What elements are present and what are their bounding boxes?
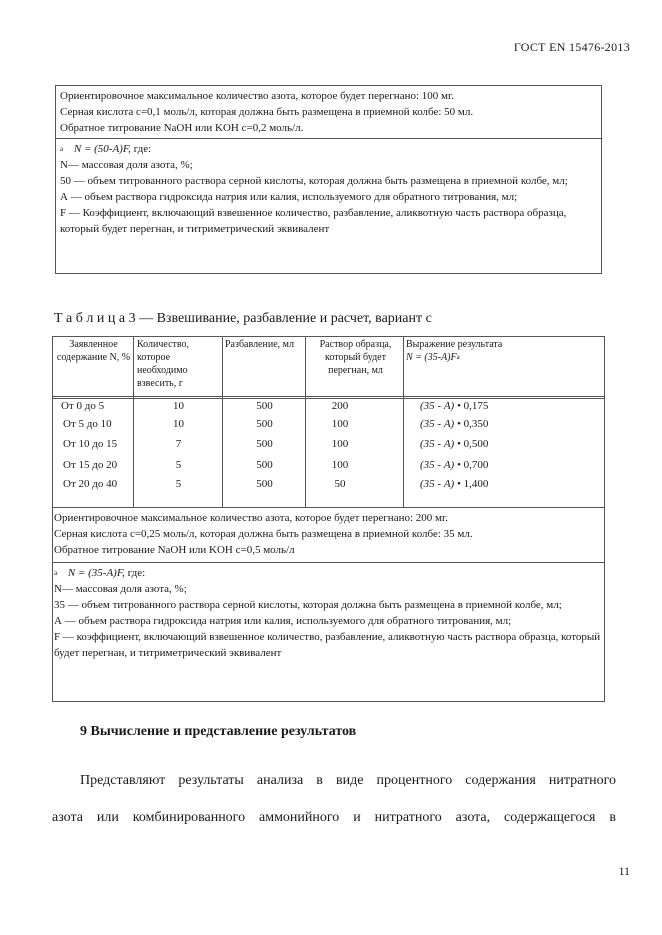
result-expression: (35 - А) • [420,459,461,471]
note-line: Серная кислота c=0,25 моль/л, которая должна быть размещена в приемной колбе: 35 мл. [54,528,473,540]
note-line: Обратное титрование NaOH или KOH c=0,2 моль/л. [60,122,304,134]
paragraph-line: азота или комбинированного аммонийного и нитратного азота, содержащегося в [52,810,616,825]
result-expression: (35 - А) • [420,478,461,490]
definition-line: F — Коэффициент, включающий взвешенное количество, разбавление, аликвотную часть раствора образца, который будет перегнан, и титриметрический эквивалент [60,207,567,235]
variant-b-notes-box [55,85,602,274]
table-3-conditions [53,507,604,562]
result-factor: 0,700 [463,459,489,471]
cell-range: От 20 до 40 [63,478,118,490]
section-9-heading: 9 Вычисление и представление результатов [80,724,357,739]
result-factor: 1,400 [463,478,489,490]
variant-b-conditions [56,86,601,138]
note-line: Ориентировочное максимальное количество азота, которое будет перегнано: 100 мг. [60,90,454,102]
result-header-label: Выражение результата [406,339,503,350]
formula-suffix: где: [130,143,152,155]
footnote-marker: a [54,569,58,577]
result-factor: 0,350 [463,418,489,430]
column-header-declared-n: Заявленное содержание N, % [56,339,131,363]
document-code: ГОСТ EN 15476-2013 [513,40,630,54]
definition-line: 35 — объем титрованного раствора серной кислоты, которая должна быть размещена в приемной колбе, мл; [54,599,562,611]
definition-line: N— массовая доля азота, %; [54,583,187,595]
cell-range: От 0 до 5 [61,400,105,412]
footnote-marker: a [60,145,64,153]
definition-line: F — коэффициент, включающий взвешенное количество, разбавление, аликвотную часть раствора образца, который будет перегнан, и титриметрический эквивалент [54,631,601,659]
cell-aliquot: 200 [331,400,349,412]
cell-result [420,399,488,413]
cell-result [420,417,488,431]
cell-range: От 15 до 20 [63,459,118,471]
result-factor: 0,500 [463,438,489,450]
cell-mass: 7 [175,438,182,450]
cell-mass: 10 [173,400,184,412]
cell-aliquot: 100 [331,459,349,471]
note-line: Серная кислота c=0,1 моль/л, которая должна быть размещена в приемной колбе: 50 мл. [60,106,474,118]
cell-aliquot: 100 [331,438,349,450]
table-3-title: Т а б л и ц а 3 — Взвешивание, разбавление и расчет, вариант с [54,311,432,326]
column-header-result [406,338,602,364]
cell-dilution: 500 [256,400,273,412]
cell-result [420,458,488,472]
note-line: Обратное титрование NaOH или KOH c=0,5 моль/л [54,544,295,556]
cell-dilution: 500 [256,459,273,471]
page-number: 11 [618,864,630,878]
definition-line: А — объем раствора гидроксида натрия или калия, используемого для обратного титрования, мл; [54,615,512,627]
table-3-footnote [53,562,604,701]
cell-dilution: 500 [256,478,273,490]
definition-line: А — объем раствора гидроксида натрия или калия, используемого для обратного титрования, мл; [60,191,518,203]
cell-mass: 5 [175,478,182,490]
cell-aliquot: 50 [334,478,346,490]
footnote-marker: a [456,353,460,361]
cell-mass: 10 [173,418,184,430]
cell-range: От 5 до 10 [63,418,112,430]
table-3 [52,336,605,702]
result-expression: (35 - А) • [420,438,461,450]
formula: N = (35-A)F, [67,567,125,579]
cell-mass: 5 [175,459,182,471]
cell-dilution: 500 [256,418,273,430]
formula: N = (50-A)F, [73,143,131,155]
table-3-grid [53,337,604,507]
note-line: Ориентировочное максимальное количество азота, которое будет перегнано: 200 мг. [54,512,448,524]
result-formula: N = (35-A)F [406,352,457,363]
definition-line: 50 — объем титрованного раствора серной кислоты, которая должна быть размещена в приемной колбе, мл; [60,175,568,187]
paragraph-line: Представляют результаты анализа в виде процентного содержания нитратного [80,773,616,788]
cell-result [420,437,488,451]
cell-result [420,477,488,491]
column-header-dilution: Разбавление, мл [225,339,294,350]
result-expression: (35 - А) • [420,418,461,430]
formula-suffix: где: [124,567,146,579]
column-header-mass: Количество, которое необходимо взвесить, г [137,339,190,389]
variant-b-footnote [56,138,601,239]
cell-range: От 10 до 15 [63,438,118,450]
result-factor: 0,175 [463,400,489,412]
result-expression: (35 - А) • [420,400,461,412]
column-header-aliquot: Раствор образца, который будет перегнан, мл [319,339,392,376]
definition-line: N— массовая доля азота, %; [60,159,193,171]
cell-dilution: 500 [256,438,273,450]
cell-aliquot: 100 [331,418,349,430]
